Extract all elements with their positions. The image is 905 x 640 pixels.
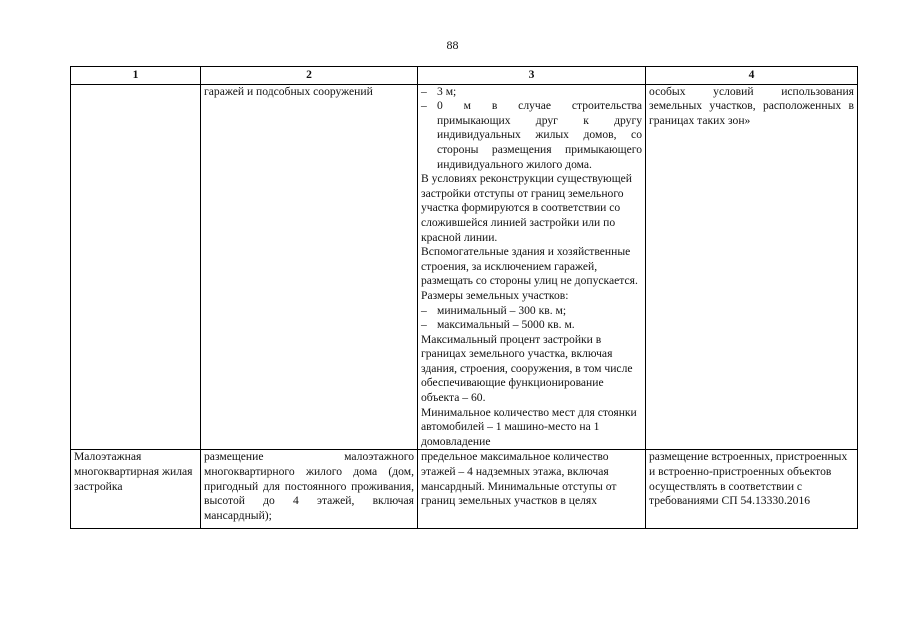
paragraph-auxiliary-buildings: Вспомогательные здания и хозяйственные строения, за исключением гаражей, размещать со стороны улиц не допускается.: [421, 245, 638, 288]
row2-col3-text: предельное максимальное количество этажей – 4 надземных этажа, включая мансардный. Минимальные отступы от границ земельных участков в целях: [421, 450, 617, 508]
list-item: [421, 85, 642, 100]
list-item: [421, 99, 642, 172]
paragraph-parking: Минимальное количество мест для стоянки автомобилей – 1 машино-место на 1 домовладение: [421, 405, 637, 448]
row1-col1: [71, 84, 201, 450]
dash-marker: –: [421, 318, 427, 332]
zoning-table: [70, 66, 858, 529]
list-item: [421, 318, 642, 333]
table-header-row: [71, 67, 858, 85]
header-col-2: 2: [201, 67, 418, 85]
paragraph-building-percent: Максимальный процент застройки в границах земельного участка, включая здания, строения, сооружения, в том числе обеспечивающие функционирование объекта – 60.: [421, 332, 633, 405]
table-row: [71, 84, 858, 450]
row1-col3: [418, 84, 646, 450]
list-item: [421, 304, 642, 319]
row1-col4: особых условий использования земельных участков, расположенных в границах таких зон»: [646, 84, 858, 450]
row2-col1: Малоэтажная многоквартирная жилая застройка: [71, 450, 201, 529]
dash-text: 0 м в случае строительства примыкающих друг к другу индивидуальных жилых домов, со стороны размещения примыкающего индивидуального жилого дома.: [437, 99, 642, 171]
sizes-title: Размеры земельных участков:: [421, 288, 569, 302]
table-row: [71, 450, 858, 529]
dash-text: минимальный – 300 кв. м;: [437, 303, 567, 317]
header-col-1: 1: [71, 67, 201, 85]
dash-text: 3 м;: [437, 84, 457, 98]
page-number: 88: [446, 38, 459, 52]
dash-marker: –: [421, 303, 427, 317]
row2-col3: [418, 450, 646, 529]
paragraph-reconstruction: В условиях реконструкции существующей застройки отступы от границ земельного участка формируются в соответствии со сложившейся линией застройки или по красной линии.: [421, 172, 632, 244]
row2-col4-text: размещение встроенных, пристроенных и встроенно-пристроенных объектов осуществлять в соответствии с требованиями СП 54.13330.2016: [649, 450, 848, 508]
dash-marker: –: [421, 84, 427, 98]
header-col-4: 4: [646, 67, 858, 85]
header-col-3: 3: [418, 67, 646, 85]
dash-marker: –: [421, 99, 427, 113]
dash-text: максимальный – 5000 кв. м.: [437, 318, 575, 332]
row2-col4: [646, 450, 858, 529]
row1-col2: гаражей и подсобных сооружений: [201, 84, 418, 450]
row2-col2: размещение малоэтажного многоквартирного жилого дома (дом, пригодный для постоянного проживания, высотой до 4 этажей, включая мансардный);: [201, 450, 418, 529]
